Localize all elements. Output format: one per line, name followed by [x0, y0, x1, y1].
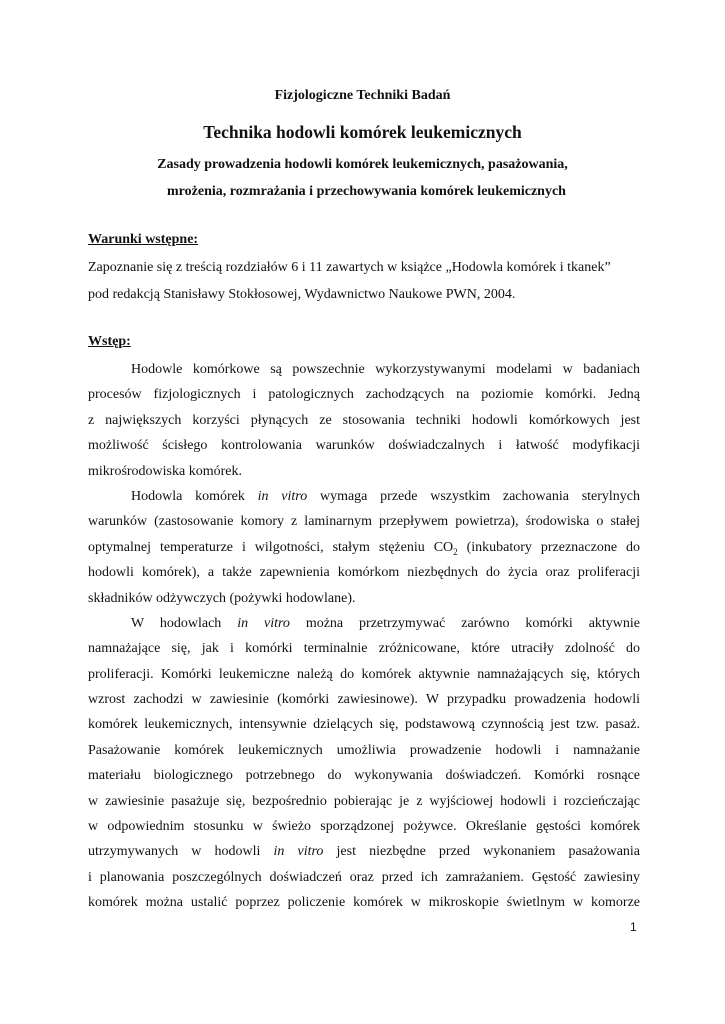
text-line: komórek leukemicznych, intensywnie dzielących się, podstawową czynnością jest tzw. pasaż.: [88, 717, 640, 733]
italic-term: in vitro: [237, 615, 290, 631]
text-line: Hodowle komórkowe są powszechnie wykorzystywanymi modelami w badaniach: [131, 362, 640, 377]
text-line: komórek można ustalić poprzez policzenie komórek w mikroskopie świetlnym w komorze: [88, 895, 640, 911]
italic-term: in vitro: [257, 488, 308, 504]
italic-term: in vitro: [273, 844, 324, 860]
section-heading-prerequisites: Warunki wstępne:: [88, 232, 199, 247]
text-line: mikrośrodowiska komórek.: [88, 463, 242, 479]
document-title: Technika hodowli komórek leukemicznych: [203, 122, 522, 142]
text-line: namnażające się, jak i komórki terminalnie zróżnicowane, które utraciły zdolność do: [88, 641, 640, 657]
text-line: i planowania poszczególnych doświadczeń oraz przed ich zamrażaniem. Gęstość zawiesiny: [88, 869, 640, 885]
page-number: 1: [630, 920, 637, 934]
text-line: Pasażowanie komórek leukemicznych umożliwia prowadzenie hodowli i namnażanie: [88, 742, 640, 758]
text-line: z największych korzyści płynących ze stosowania techniki hodowli komórkowych jest: [88, 412, 640, 428]
section-heading-introduction: Wstęp:: [88, 334, 131, 349]
subscript: 2: [453, 546, 458, 557]
text-line: Hodowla komórek in vitro wymaga przede wszystkim zachowania sterylnych: [131, 488, 641, 504]
text-line: W hodowlach in vitro można przetrzymywać zarówno komórki aktywnie: [131, 615, 641, 631]
text-line: hodowli komórek), a także zapewnienia komórkom niezbędnych do życia oraz proliferacji: [88, 565, 640, 581]
text-line: składników odżywczych (pożywki hodowlane).: [88, 590, 356, 606]
text-line: w zawiesinie pasażuje się, bezpośrednio pobierając je z wyjściowej hodowli i rozcieńczając: [88, 793, 640, 809]
document-subtitle: [0, 151, 725, 205]
document-header: Fizjologiczne Techniki Badań: [274, 88, 451, 103]
text-line: materiału biologicznego potrzebnego do wykonywania doświadczeń. Komórki rosnące: [88, 768, 640, 784]
text-line: procesów fizjologicznych i patologicznych zachodzących na poziomie komórki. Jedną: [88, 387, 640, 403]
subtitle-line: mrożenia, rozmrażania i przechowywania komórek leukemicznych: [167, 184, 566, 199]
prerequisites-text: [88, 254, 640, 308]
subtitle-line: Zasady prowadzenia hodowli komórek leukemicznych, pasażowania,: [157, 157, 568, 172]
text-line: wzrost zachodzi w zawiesinie (komórki zawiesinowe). W przypadku prowadzenia hodowli: [88, 692, 640, 708]
text-line: Zapoznanie się z treścią rozdziałów 6 i 11 zawartych w książce „Hodowla komórek i tkanek”: [88, 260, 611, 275]
introduction-body: [88, 357, 640, 916]
text-line: optymalnej temperaturze i wilgotności, stałym stężeniu $CO_2$ (inkubatory przeznaczone do: [88, 539, 640, 557]
text-line: pod redakcją Stanisławy Stokłosowej, Wydawnictwo Naukowe PWN, 2004.: [88, 287, 516, 302]
text-line: utrzymywanych w hodowli in vitro jest niezbędne przed wykonaniem pasażowania: [88, 844, 641, 860]
text-line: możliwość ścisłego kontrolowania warunków doświadczalnych i łatwość modyfikacji: [88, 438, 640, 454]
text-line: w odpowiednim stosunku w świeżo sporządzonej pożywce. Określanie gęstości komórek: [88, 819, 640, 835]
text-line: proliferacji. Komórki leukemiczne należą do komórek aktywnie namnażających się, których: [88, 666, 640, 682]
text-line: warunków (zastosowanie komory z laminarnym przepływem powietrza), środowiska o stałej: [88, 514, 640, 530]
